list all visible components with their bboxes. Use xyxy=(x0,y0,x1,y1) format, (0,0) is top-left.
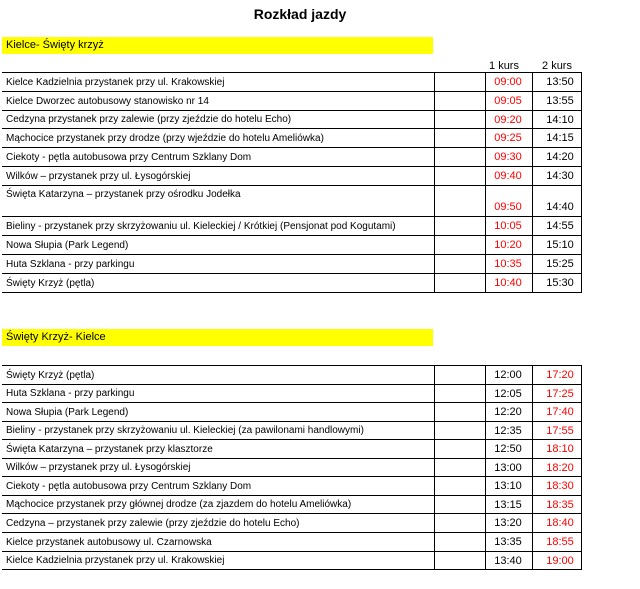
table-row xyxy=(2,185,582,216)
stop-name: Kielce przystanek autobusowy ul. Czarnowska xyxy=(6,537,212,548)
departure-time-kurs1: 09:20 xyxy=(494,114,522,126)
departure-time-kurs1: 09:50 xyxy=(494,201,522,213)
stop-name: Bieliny - przystanek przy skrzyżowaniu ul. Kieleckiej (za pawilonami handlowymi) xyxy=(6,425,364,436)
departure-time-kurs2: 18:40 xyxy=(546,517,574,529)
departure-time-kurs2: 17:25 xyxy=(546,388,574,400)
departure-time-kurs2: 15:30 xyxy=(546,277,574,289)
table-row xyxy=(2,495,582,513)
departure-time-kurs2: 17:55 xyxy=(546,425,574,437)
row-divider xyxy=(2,513,581,514)
table-row xyxy=(2,365,582,384)
row-divider xyxy=(2,254,581,255)
row-divider xyxy=(2,292,581,293)
stop-name: Cedzyna przystanek przy zalewie (przy zjeździe do hotelu Echo) xyxy=(6,114,292,125)
column-header-kurs2: 2 kurs xyxy=(542,60,572,72)
row-divider xyxy=(2,235,581,236)
row-divider xyxy=(2,128,581,129)
stop-name: Nowa Słupia (Park Legend) xyxy=(6,240,129,251)
column-divider xyxy=(581,365,582,570)
stop-name: Huta Szklana - przy parkingu xyxy=(6,388,135,399)
departure-time-kurs1: 13:00 xyxy=(494,462,522,474)
row-divider xyxy=(2,532,581,533)
column-divider xyxy=(581,72,582,293)
departure-time-kurs1: 09:00 xyxy=(494,76,522,88)
stop-name: Wilków – przystanek przy ul. Łysogórskiej xyxy=(6,462,191,473)
departure-time-kurs1: 09:05 xyxy=(494,95,522,107)
stop-name: Kielce Kadzielnia przystanek przy ul. Krakowskiej xyxy=(6,77,225,88)
departure-time-kurs2: 18:20 xyxy=(546,462,574,474)
departure-time-kurs2: 19:00 xyxy=(546,555,574,567)
column-divider xyxy=(434,72,435,293)
column-divider xyxy=(532,365,533,570)
departure-time-kurs1: 12:20 xyxy=(494,406,522,418)
row-divider xyxy=(2,439,581,440)
table-row xyxy=(2,551,582,569)
row-divider xyxy=(2,402,581,403)
table-row xyxy=(2,72,582,91)
stop-name: Święta Katarzyna – przystanek przy ośrodku Jodełka xyxy=(6,189,241,200)
stop-name: Święty Krzyż (pętla) xyxy=(6,370,95,381)
page-title: Rozkład jazdy xyxy=(253,6,347,22)
departure-time-kurs2: 14:55 xyxy=(546,220,574,232)
table-row xyxy=(2,439,582,458)
table-row xyxy=(2,476,582,495)
column-divider xyxy=(485,72,486,293)
departure-time-kurs1: 10:05 xyxy=(494,220,522,232)
table-row xyxy=(2,216,582,235)
departure-time-kurs1: 12:00 xyxy=(494,369,522,381)
departure-time-kurs2: 14:10 xyxy=(546,114,574,126)
departure-time-kurs2: 15:10 xyxy=(546,239,574,251)
departure-time-kurs2: 18:30 xyxy=(546,480,574,492)
departure-time-kurs2: 15:25 xyxy=(546,258,574,270)
row-divider xyxy=(2,365,581,366)
departure-time-kurs2: 14:30 xyxy=(546,170,574,182)
stop-name: Ciekoty - pętla autobusowa przy Centrum Szklany Dom xyxy=(6,481,252,492)
departure-time-kurs1: 09:25 xyxy=(494,132,522,144)
departure-time-kurs2: 14:20 xyxy=(546,151,574,163)
stop-name: Ciekoty - pętla autobusowa przy Centrum Szklany Dom xyxy=(6,152,252,163)
row-divider xyxy=(2,551,581,552)
stop-name: Święta Katarzyna – przystanek przy klasztorze xyxy=(6,444,213,455)
departure-time-kurs1: 12:50 xyxy=(494,443,522,455)
section-header-swiety-krzyz-kielce: Święty Krzyż- Kielce xyxy=(2,329,433,346)
table-row xyxy=(2,235,582,254)
departure-time-kurs2: 17:40 xyxy=(546,406,574,418)
table-row xyxy=(2,458,582,476)
stop-name: Huta Szklana - przy parkingu xyxy=(6,259,135,270)
stop-name: Kielce Dworzec autobusowy stanowisko nr 14 xyxy=(6,96,209,107)
row-divider xyxy=(2,384,581,385)
stop-name: Wilków – przystanek przy ul. Łysogórskiej xyxy=(6,171,191,182)
table-row xyxy=(2,147,582,166)
departure-time-kurs1: 12:05 xyxy=(494,388,522,400)
row-divider xyxy=(2,216,581,217)
stop-name: Bieliny - przystanek przy skrzyżowaniu ul. Kieleckiej / Krótkiej (Pensjonat pod Kogutami) xyxy=(6,221,396,232)
table-row xyxy=(2,273,582,292)
departure-time-kurs2: 18:35 xyxy=(546,499,574,511)
row-divider xyxy=(2,185,581,186)
table-row xyxy=(2,128,582,147)
departure-time-kurs2: 17:20 xyxy=(546,369,574,381)
row-divider xyxy=(2,421,581,422)
departure-time-kurs1: 10:35 xyxy=(494,258,522,270)
stop-name: Cedzyna – przystanek przy zalewie (przy zjeździe do hotelu Echo) xyxy=(6,518,300,529)
table-row xyxy=(2,402,582,421)
departure-time-kurs1: 13:10 xyxy=(494,480,522,492)
column-header-kurs1: 1 kurs xyxy=(489,60,519,72)
departure-time-kurs2: 18:10 xyxy=(546,443,574,455)
row-divider xyxy=(2,110,581,111)
departure-time-kurs2: 13:55 xyxy=(546,95,574,107)
departure-time-kurs1: 13:15 xyxy=(494,499,522,511)
stop-name: Mąchocice przystanek przy głównej drodze (za zjazdem do hotelu Ameliówka) xyxy=(6,499,352,510)
departure-time-kurs1: 12:35 xyxy=(494,425,522,437)
row-divider xyxy=(2,147,581,148)
row-divider xyxy=(2,458,581,459)
table-row xyxy=(2,91,582,110)
row-divider xyxy=(2,91,581,92)
departure-time-kurs1: 10:20 xyxy=(494,239,522,251)
departure-time-kurs2: 14:15 xyxy=(546,132,574,144)
table-row xyxy=(2,421,582,439)
stop-name: Święty Krzyż (pętla) xyxy=(6,278,95,289)
departure-time-kurs1: 13:20 xyxy=(494,517,522,529)
departure-time-kurs2: 18:55 xyxy=(546,536,574,548)
column-divider xyxy=(434,365,435,570)
departure-time-kurs1: 10:40 xyxy=(494,277,522,289)
table-row xyxy=(2,384,582,402)
table-row xyxy=(2,532,582,551)
row-divider xyxy=(2,166,581,167)
stop-name: Mąchocice przystanek przy drodze (przy wjeździe do hotelu Ameliówka) xyxy=(6,133,324,144)
table-row xyxy=(2,110,582,128)
column-divider xyxy=(532,72,533,293)
row-divider xyxy=(2,72,581,73)
stop-name: Nowa Słupia (Park Legend) xyxy=(6,407,129,418)
row-divider xyxy=(2,495,581,496)
row-divider xyxy=(2,476,581,477)
departure-time-kurs2: 13:50 xyxy=(546,76,574,88)
row-divider xyxy=(2,273,581,274)
departure-time-kurs1: 13:40 xyxy=(494,555,522,567)
departure-time-kurs1: 09:30 xyxy=(494,151,522,163)
departure-time-kurs1: 13:35 xyxy=(494,536,522,548)
section-header-kielce-swiety-krzyz: Kielce- Święty krzyż xyxy=(2,37,433,54)
row-divider xyxy=(2,569,581,570)
stop-name: Kielce Kadzielnia przystanek przy ul. Krakowskiej xyxy=(6,555,225,566)
column-divider xyxy=(485,365,486,570)
departure-time-kurs2: 14:40 xyxy=(546,201,574,213)
table-row xyxy=(2,513,582,532)
table-row xyxy=(2,254,582,273)
table-row xyxy=(2,166,582,185)
departure-time-kurs1: 09:40 xyxy=(494,170,522,182)
